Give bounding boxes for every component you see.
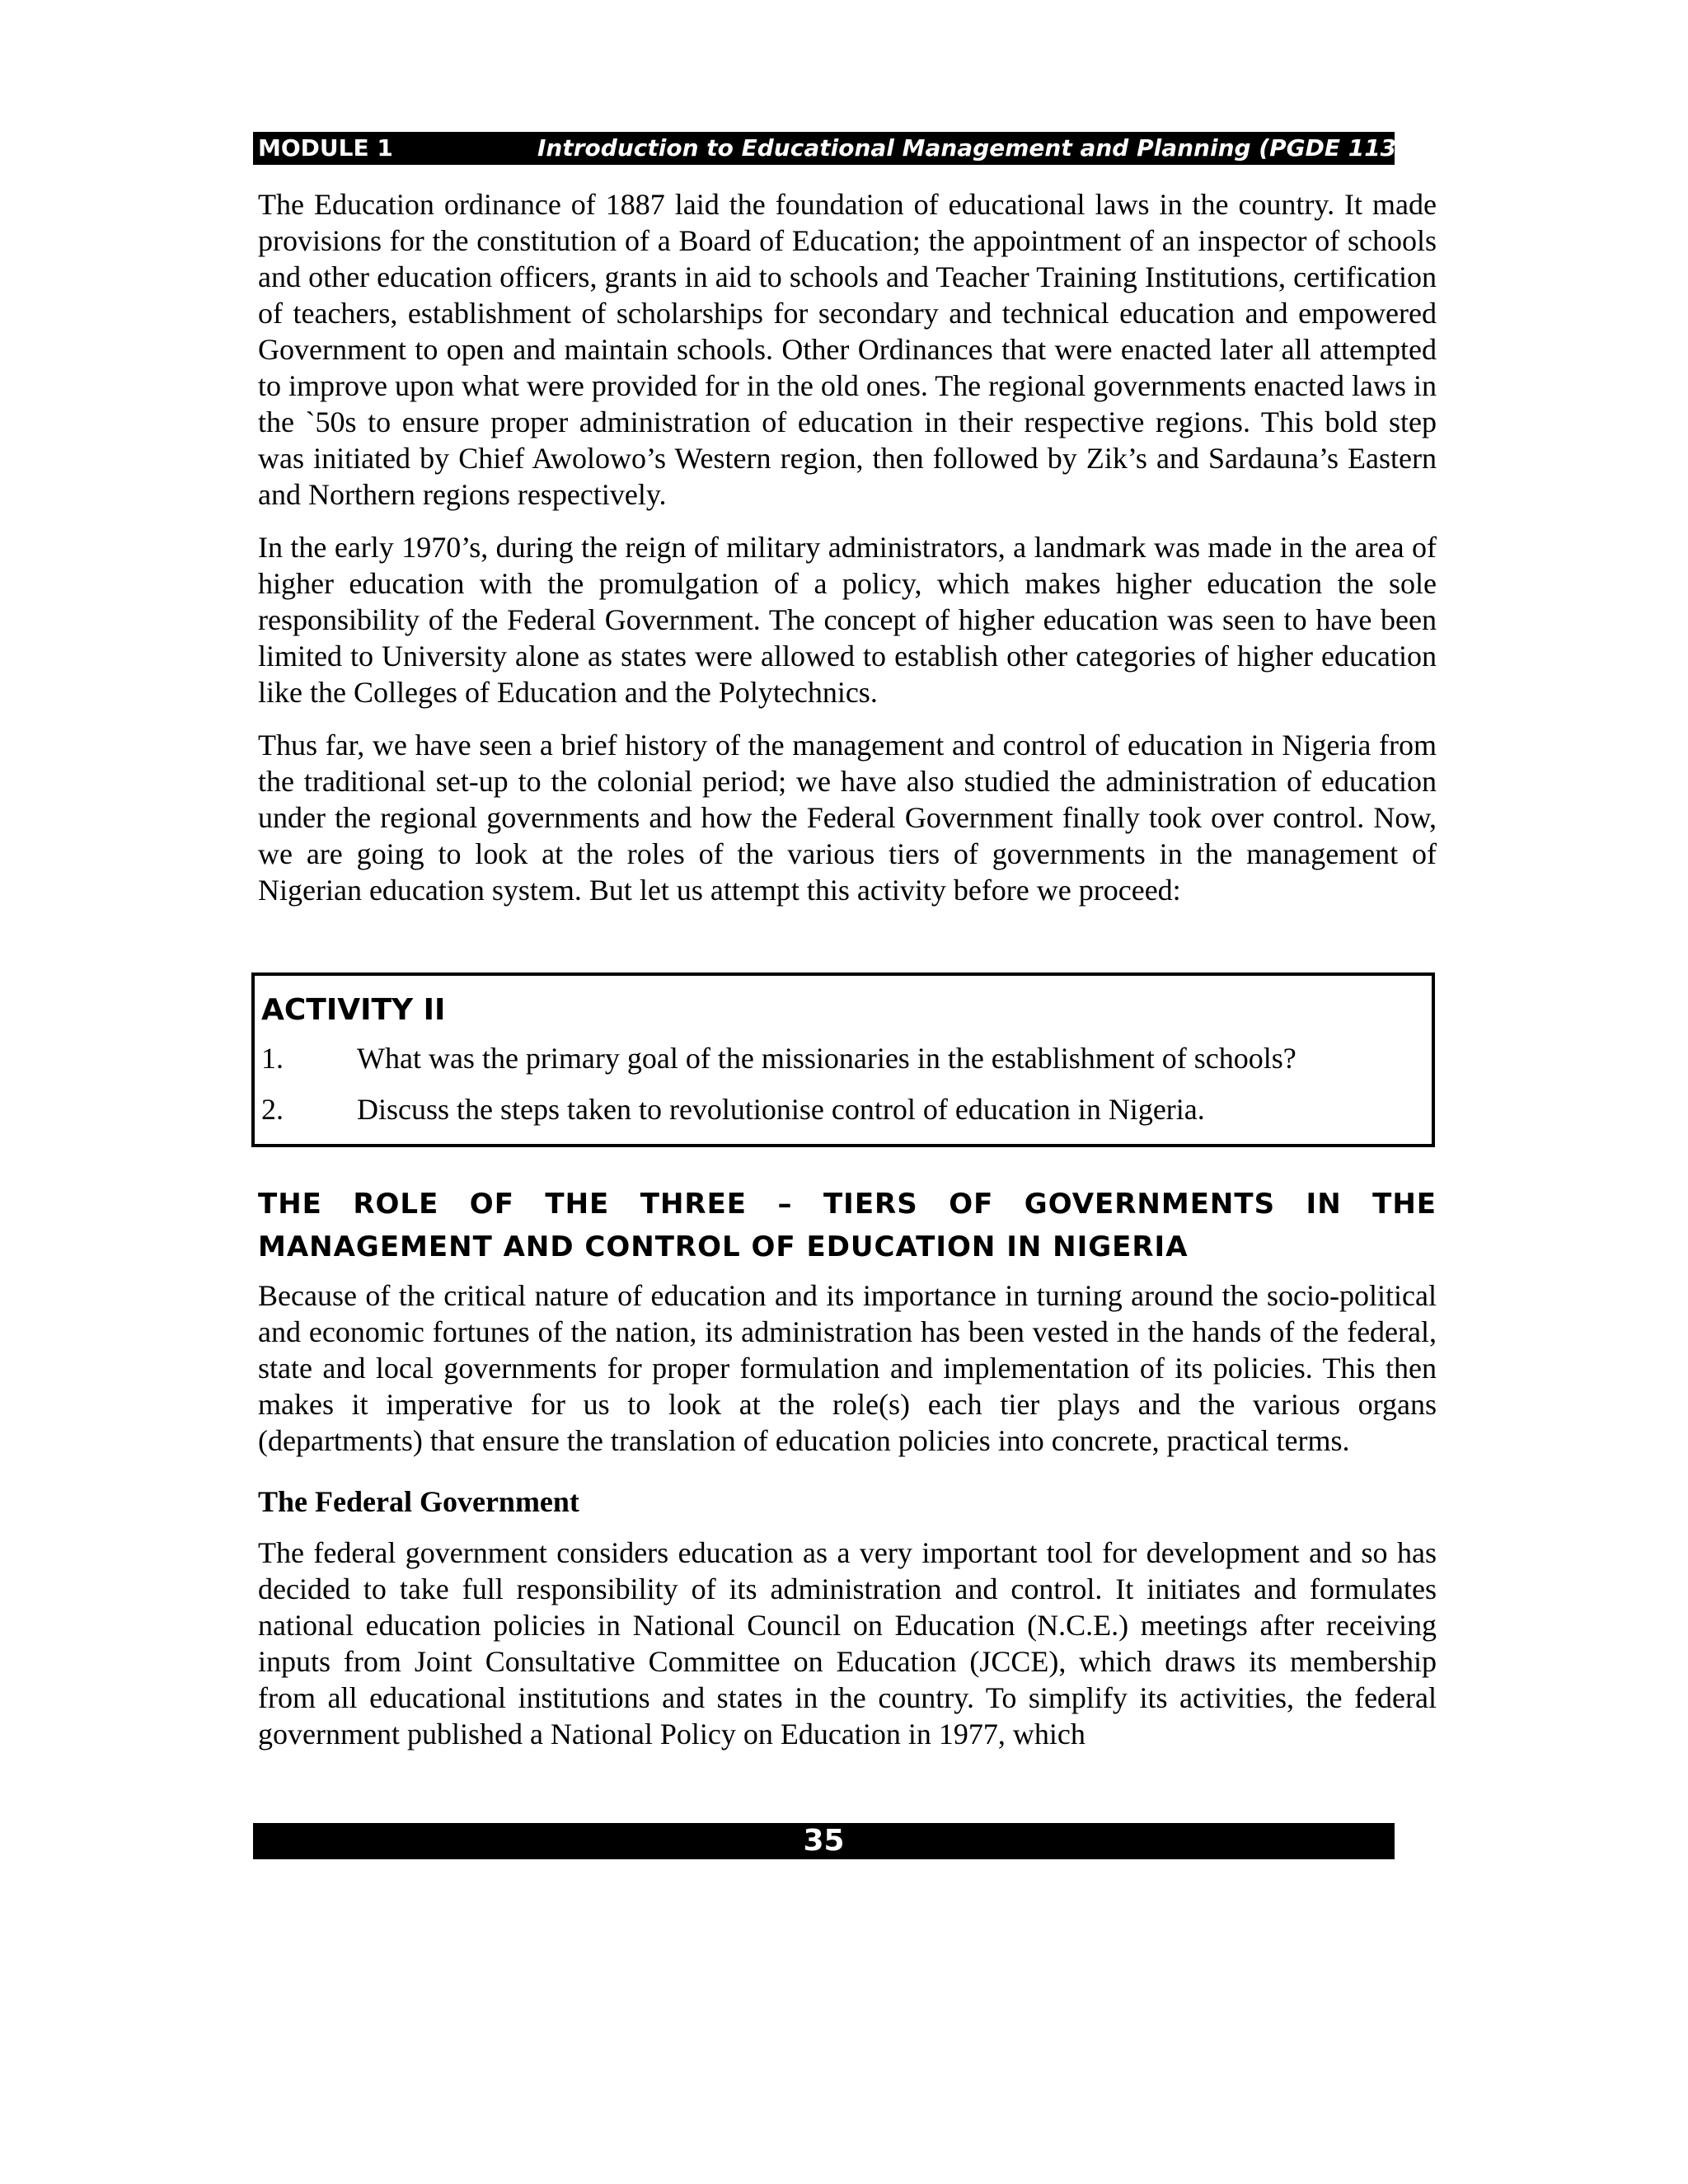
- paragraph: The Education ordinance of 1887 laid the foundation of educational laws in the country. It made provisions for the constitution of a Board of Education; the appointment of an inspector of schools and other education officers, grants in aid to schools and Teacher Training Institutions, certification of teachers, establishment of scholarships for secondary and technical education and empowered Government to open and maintain schools. Other Ordinances that were enacted later all attempted to improve upon what were provided for in the old ones. The regional governments enacted laws in the `50s to ensure proper administration of education in their respective regions. This bold step was initiated by Chief Awolowo’s Western region, then followed by Zik’s and Sardauna’s Eastern and Northern regions respectively.: [258, 188, 1437, 511]
- paragraph: Thus far, we have seen a brief history of the management and control of education in Nigeria from the traditional set-up to the colonial period; we have also studied the administration of education under the regional governments and how the Federal Government finally took over control. Now, we are going to look at the roles of the various tiers of governments in the management of Nigerian education system. But let us attempt this activity before we proceed:: [258, 729, 1437, 907]
- body-text: [258, 186, 1437, 925]
- activity-item: [261, 1091, 1205, 1127]
- activity-item: [261, 1040, 1296, 1076]
- page-number: 35: [803, 1824, 845, 1858]
- activity-title: ACTIVITY II: [261, 993, 446, 1027]
- page-header: [253, 132, 1407, 165]
- activity-item-number: 2.: [261, 1093, 284, 1126]
- course-title: Introduction to Educational Management and Planning (PGDE 113): [537, 134, 1407, 162]
- page-footer: [253, 1823, 1395, 1859]
- activity-item-text: What was the primary goal of the missionaries in the establishment of schools?: [357, 1042, 1296, 1075]
- paragraph: In the early 1970’s, during the reign of military administrators, a landmark was made in the area of higher education with the promulgation of a policy, which makes higher education the sole responsibility of the Federal Government. The concept of higher education was seen to have been limited to University alone as states were allowed to establish other categories of higher education like the Colleges of Education and the Polytechnics.: [258, 531, 1437, 709]
- activity-item-number: 1.: [261, 1042, 284, 1075]
- module-label: MODULE 1: [258, 134, 393, 162]
- activity-item-text: Discuss the steps taken to revolutionise control of education in Nigeria.: [357, 1093, 1205, 1126]
- section-intro: Because of the critical nature of education and its importance in turning around the socio-political and economic fortunes of the nation, its administration has been vested in the hands of the federal, state and local governments for proper formulation and implementation of its policies. This then makes it imperative for us to look at the role(s) each tier plays and the various organs (departments) that ensure the translation of education policies into concrete, practical terms.: [258, 1279, 1437, 1457]
- subheading-federal-government: The Federal Government: [258, 1485, 579, 1518]
- section-body: [258, 1277, 1437, 1769]
- federal-government-text: The federal government considers education as a very important tool for development and so has decided to take full responsibility of its administration and control. It initiates and formulates national education policies in National Council on Education (N.C.E.) meetings after receiving inputs from Joint Consultative Committee on Education (JCCE), which draws its membership from all educational institutions and states in the country. To simplify its activities, the federal government published a National Policy on Education in 1977, which: [258, 1536, 1437, 1750]
- section-heading: THE ROLE OF THE THREE – TIERS OF GOVERNMENTS IN THE MANAGEMENT AND CONTROL OF EDUCATION IN NIGERIA: [258, 1188, 1437, 1263]
- activity-box: [251, 972, 1435, 1147]
